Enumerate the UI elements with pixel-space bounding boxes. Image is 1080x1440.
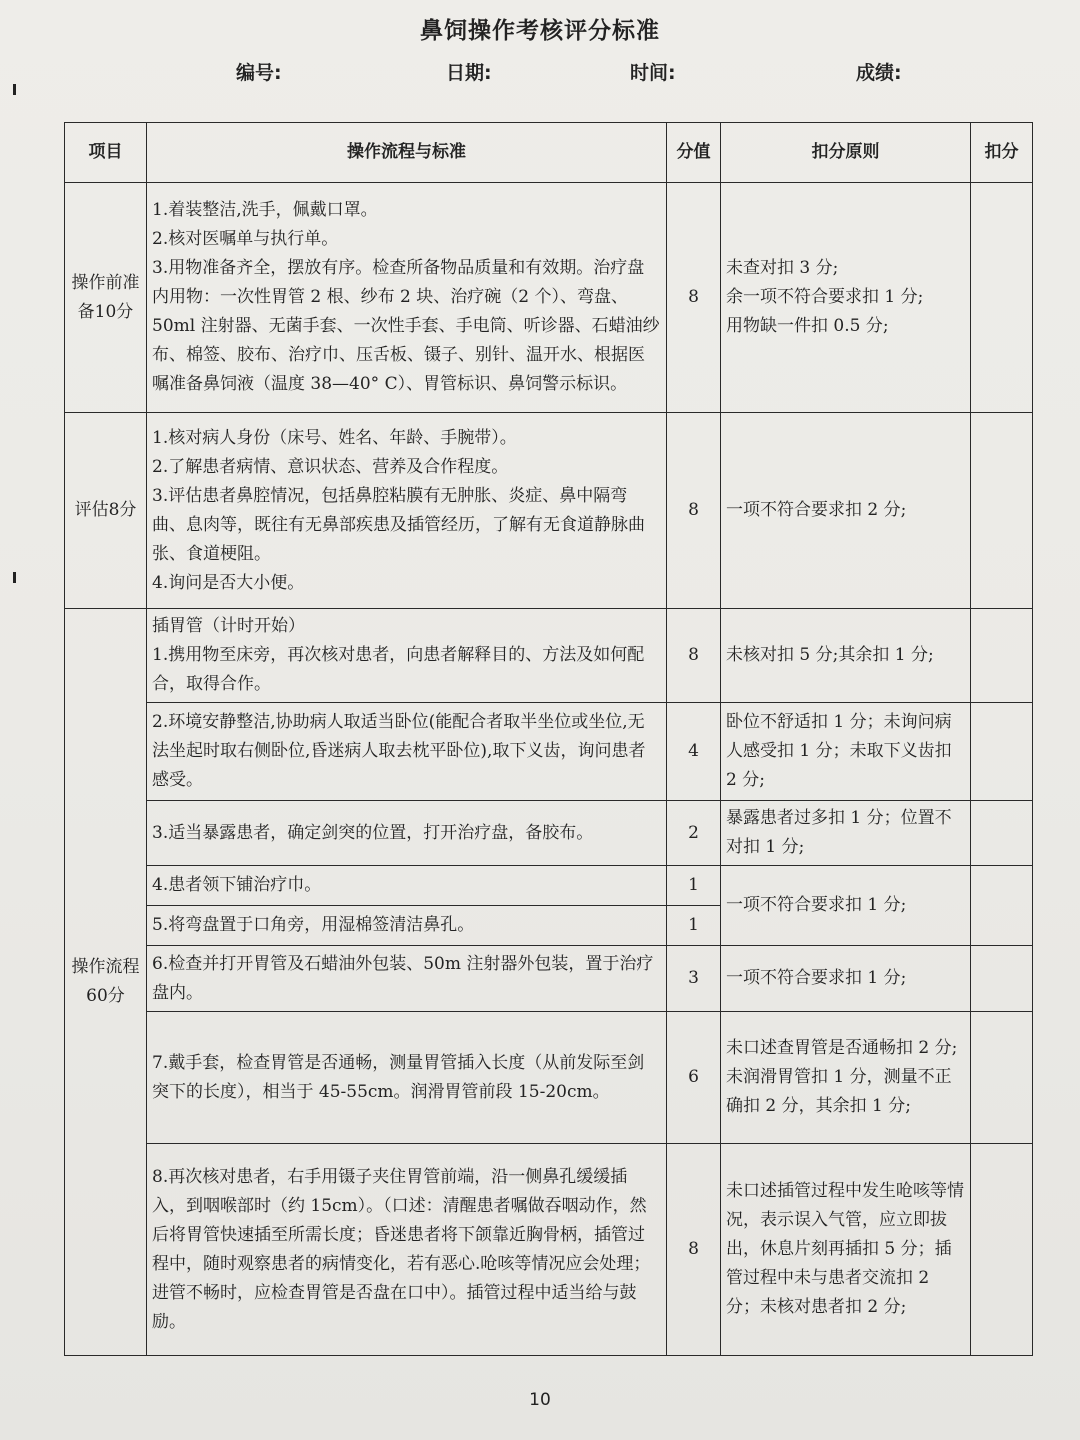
process-cell [147, 413, 667, 609]
rule-line: 未润滑胃管扣 1 分，测量不正确扣 2 分，其余扣 1 分; [726, 1067, 952, 1116]
deduct-cell[interactable] [971, 609, 1033, 703]
process-line: 2.核对医嘱单与执行单。 [152, 229, 339, 249]
score-value: 2 [667, 801, 721, 866]
punch-mark [13, 572, 16, 583]
section-label-prep: 操作前准备10分 [65, 183, 147, 413]
section-label-ops: 操作流程60分 [65, 609, 147, 1356]
deduct-cell[interactable] [971, 183, 1033, 413]
rule-line: 未查对扣 3 分; [726, 258, 839, 278]
process-line: 1.携用物至床旁，再次核对患者，向患者解释目的、方法及如何配合，取得合作。 [152, 645, 645, 694]
deduct-cell[interactable] [971, 1012, 1033, 1144]
deduct-cell[interactable] [971, 1144, 1033, 1356]
rule-cell [721, 183, 971, 413]
score-value: 3 [667, 946, 721, 1012]
process-cell: 3.适当暴露患者，确定剑突的位置，打开治疗盘，备胶布。 [147, 801, 667, 866]
rule-cell: 卧位不舒适扣 1 分；未询问病人感受扣 1 分；未取下义齿扣 2 分; [721, 703, 971, 801]
rule-cell: 一项不符合要求扣 1 分; [721, 866, 971, 946]
process-cell: 7.戴手套，检查胃管是否通畅，测量胃管插入长度（从前发际至剑突下的长度），相当于 45-55cm。润滑胃管前段 15-20cm。 [147, 1012, 667, 1144]
page-number: 10 [529, 1390, 551, 1410]
score-value: 4 [667, 703, 721, 801]
rule-cell: 暴露患者过多扣 1 分；位置不对扣 1 分; [721, 801, 971, 866]
table-row [65, 1012, 1033, 1144]
process-cell [147, 609, 667, 703]
page-title: 鼻饲操作考核评分标准 [420, 18, 660, 44]
process-line: 3.评估患者鼻腔情况，包括鼻腔粘膜有无肿胀、炎症、鼻中隔弯曲、息肉等，既往有无鼻部疾患及插管经历，了解有无食道静脉曲张、食道梗阻。 [152, 485, 645, 564]
score-value: 6 [667, 1012, 721, 1144]
header-deduct: 扣分 [971, 123, 1033, 183]
table-row [65, 703, 1033, 801]
deduct-cell[interactable] [971, 801, 1033, 866]
rule-line: 余一项不符合要求扣 1 分; [726, 287, 924, 307]
process-line: 1.着装整洁,洗手，佩戴口罩。 [152, 200, 378, 220]
header-rule: 扣分原则 [721, 123, 971, 183]
meta-date-label: 日期: [446, 62, 492, 84]
table-row [65, 801, 1033, 866]
score-value: 1 [667, 906, 721, 946]
table-row [65, 609, 1033, 703]
table-row [65, 413, 1033, 609]
rule-line: 用物缺一件扣 0.5 分; [726, 316, 889, 336]
score-value: 8 [667, 1144, 721, 1356]
process-cell: 6.检查并打开胃管及石蜡油外包装、50m 注射器外包装，置于治疗盘内。 [147, 946, 667, 1012]
table-row [65, 946, 1033, 1012]
meta-time-label: 时间: [630, 62, 676, 84]
meta-result-label: 成绩: [856, 62, 902, 84]
deduct-cell[interactable] [971, 703, 1033, 801]
score-value: 8 [667, 609, 721, 703]
scoring-table [64, 122, 1033, 1356]
deduct-cell[interactable] [971, 413, 1033, 609]
process-cell: 5.将弯盘置于口角旁，用湿棉签清洁鼻孔。 [147, 906, 667, 946]
table-row [65, 183, 1033, 413]
process-cell [147, 183, 667, 413]
process-line: 1.核对病人身份（床号、姓名、年龄、手腕带）。 [152, 427, 517, 448]
process-line: 2.了解患者病情、意识状态、营养及合作程度。 [152, 456, 509, 477]
table-header-row [65, 123, 1033, 183]
rule-cell: 一项不符合要求扣 1 分; [721, 946, 971, 1012]
score-value: 1 [667, 866, 721, 906]
meta-number-label: 编号: [236, 62, 282, 84]
header-process: 操作流程与标准 [147, 123, 667, 183]
process-cell: 8.再次核对患者，右手用镊子夹住胃管前端，沿一侧鼻孔缓缓插入，到咽喉部时（约 15cm）。（口述：清醒患者嘱做吞咽动作，然后将胃管快速插至所需长度；昏迷患者将下颌靠近胸骨柄，插管过程中，随时观察患者的病情变化，若有恶心.呛咳等情况应会处理；进管不畅时，应检查胃管是否盘在口中）。插管过程中适当给与鼓励。 [147, 1144, 667, 1356]
table-row [65, 866, 1033, 906]
rule-cell: 未核对扣 5 分;其余扣 1 分; [721, 609, 971, 703]
punch-mark [13, 84, 16, 95]
score-value: 8 [667, 413, 721, 609]
header-item: 项目 [65, 123, 147, 183]
deduct-cell[interactable] [971, 866, 1033, 946]
header-score: 分值 [667, 123, 721, 183]
process-cell: 4.患者领下铺治疗巾。 [147, 866, 667, 906]
process-line: 插胃管（计时开始） [152, 616, 305, 636]
rule-line: 未口述查胃管是否通畅扣 2 分; [726, 1038, 958, 1058]
table-row [65, 1144, 1033, 1356]
process-line: 3.用物准备齐全，摆放有序。检查所备物品质量和有效期。治疗盘内用物：一次性胃管 2 根、纱布 2 块、治疗碗（2 个）、弯盘、50ml 注射器、无菌手套、一次性手套、手电筒、听诊器、石蜡油纱布、棉签、胶布、治疗巾、压舌板、镊子、别针、温开水、根据医嘱准备鼻饲液（温度 38—40° C）、胃管标识、鼻饲警示标识。 [152, 258, 660, 394]
process-line: 4.询问是否大小便。 [152, 572, 305, 593]
score-value: 8 [667, 183, 721, 413]
section-label-assess: 评估8分 [65, 413, 147, 609]
rule-cell [721, 1012, 971, 1144]
process-cell: 2.环境安静整洁,协助病人取适当卧位(能配合者取半坐位或坐位,无法坐起时取右侧卧位,昏迷病人取去枕平卧位),取下义齿，询问患者感受。 [147, 703, 667, 801]
deduct-cell[interactable] [971, 946, 1033, 1012]
rule-cell: 一项不符合要求扣 2 分; [721, 413, 971, 609]
rule-cell: 未口述插管过程中发生呛咳等情况，表示误入气管，应立即拔出，休息片刻再插扣 5 分；插管过程中未与患者交流扣 2 分；未核对患者扣 2 分; [721, 1144, 971, 1356]
